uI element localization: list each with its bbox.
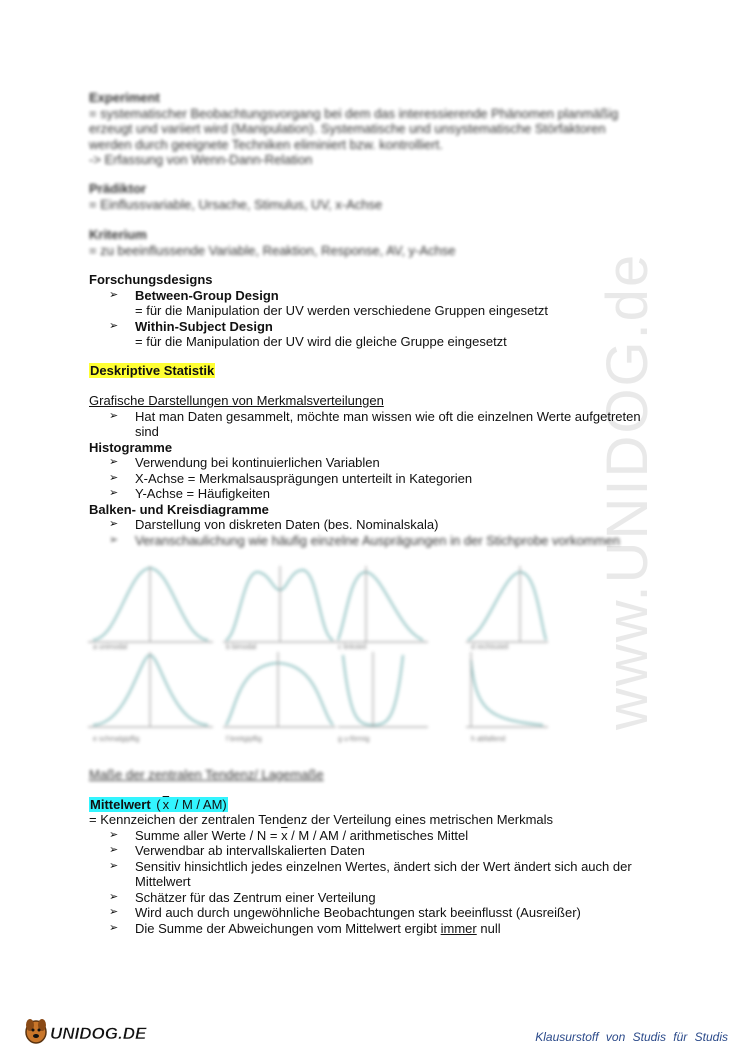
footer-tagline: Klausurstoff von Studis für Studis bbox=[535, 1030, 728, 1044]
arrow-bullet-icon: ➢ bbox=[109, 828, 119, 841]
list-item bbox=[89, 859, 709, 875]
shape-label: c linksteil bbox=[338, 644, 367, 651]
underlined-word: immer bbox=[440, 920, 477, 936]
logo-text: UNIDOG.DE bbox=[50, 1024, 147, 1043]
praediktor-title: Prädiktor bbox=[89, 181, 147, 196]
list-item bbox=[89, 455, 669, 471]
list-item bbox=[89, 409, 669, 425]
shape-label: g u-förmig bbox=[338, 736, 370, 743]
list-item bbox=[89, 486, 669, 502]
design-label: Within-Subject Design bbox=[135, 318, 273, 334]
list-item bbox=[89, 890, 709, 906]
mittelwert-definition: = Kennzeichen der zentralen Tendenz der Verteilung eines metrischen Merkmals bbox=[89, 812, 554, 827]
arrow-bullet-icon: ➢ bbox=[109, 319, 119, 332]
kriterium-text: = zu beeinflussende Variable, Reaktion, Response, AV, y-Achse bbox=[89, 242, 456, 258]
shape-label: f breitgipflig bbox=[226, 736, 262, 743]
experiment-line: -> Erfassung von Wenn-Dann-Relation bbox=[89, 152, 313, 167]
arrow-bullet-icon: ➢ bbox=[109, 471, 119, 484]
deskriptive-heading bbox=[89, 363, 669, 379]
shape-label: e schmalgipflig bbox=[93, 736, 140, 743]
mittelwert-xbar: $\overline{x}$ bbox=[162, 797, 170, 812]
dog-logo-icon bbox=[22, 1012, 152, 1048]
shape-label: h abfallend bbox=[471, 736, 506, 743]
abfallend-curve bbox=[471, 660, 543, 725]
rechtssteil-curve bbox=[468, 572, 546, 640]
list-text: Summe aller Werte / N = bbox=[135, 827, 282, 843]
experiment-line: werden durch geeignete Techniken eliminiert bzw. kontrolliert. bbox=[89, 136, 443, 152]
list-text: Die Summe der Abweichungen vom Mittelwert ergibt bbox=[135, 920, 441, 936]
arrow-bullet-icon: ➢ bbox=[109, 487, 119, 499]
list-text-continued: sind bbox=[135, 424, 159, 439]
list-item bbox=[89, 471, 669, 487]
balken-title: Balken- und Kreisdiagramme bbox=[89, 501, 269, 517]
shape-label: d rechtssteil bbox=[471, 644, 509, 651]
list-text: X-Achse = Merkmalsausprägungen unterteilt in Kategorien bbox=[135, 470, 473, 486]
list-text: Y-Achse = Häufigkeiten bbox=[135, 486, 271, 501]
arrow-bullet-icon: ➢ bbox=[109, 921, 119, 934]
list-text: null bbox=[476, 920, 501, 936]
experiment-line: = systematischer Beobachtungsvorgang bei dem das interessierende Phänomen planmäßig bbox=[89, 105, 619, 121]
design-text: = für die Manipulation der UV werden verschiedene Gruppen eingesetzt bbox=[135, 303, 548, 318]
arrow-bullet-icon: ➢ bbox=[109, 844, 119, 856]
list-text: Darstellung von diskreten Daten (bes. Nominalskala) bbox=[135, 517, 439, 532]
design-text: = für die Manipulation der UV wird die gleiche Gruppe eingesetzt bbox=[135, 334, 507, 349]
list-item bbox=[89, 288, 669, 304]
mittelwert-heading bbox=[89, 797, 689, 813]
watermark: www.UNIDOG.de bbox=[595, 252, 660, 730]
xbar-symbol: $\overline{x}$ bbox=[281, 827, 288, 843]
forschungsdesigns-title: Forschungsdesigns bbox=[89, 272, 213, 287]
histogramme-title: Histogramme bbox=[89, 439, 173, 455]
arrow-bullet-icon: ➢ bbox=[109, 890, 119, 903]
deskriptive-title: Deskriptive Statistik bbox=[90, 363, 215, 378]
experiment-section bbox=[89, 90, 669, 168]
list-text-continued: Mittelwert bbox=[135, 874, 191, 889]
forschungsdesigns-section bbox=[89, 272, 669, 350]
list-item bbox=[89, 843, 709, 859]
list-item bbox=[89, 319, 669, 335]
list-text: Verwendbar ab intervallskalierten Daten bbox=[135, 843, 365, 858]
unidog-logo[interactable] bbox=[22, 1012, 152, 1052]
experiment-title: Experiment bbox=[89, 90, 160, 105]
arrow-bullet-icon: ➢ bbox=[109, 456, 119, 468]
mittelwert-open: ( bbox=[152, 797, 161, 812]
list-text: Hat man Daten gesammelt, möchte man wissen wie oft die einzelnen Werte aufgetreten bbox=[135, 408, 641, 424]
kriterium-section bbox=[89, 227, 669, 258]
shape-label: a unimodal bbox=[93, 644, 128, 651]
list-item bbox=[89, 517, 669, 533]
linksteil-curve bbox=[338, 572, 423, 640]
mittelwert-section bbox=[89, 797, 689, 813]
praediktor-section bbox=[89, 181, 669, 212]
list-item bbox=[89, 828, 709, 844]
kriterium-title: Kriterium bbox=[89, 227, 147, 242]
experiment-line: erzeugt und variiert wird (Manipulation). Systematische und unsystematische Störfaktoren bbox=[89, 121, 606, 136]
arrow-bullet-icon: ➢ bbox=[109, 859, 119, 872]
list-text: Schätzer für das Zentrum einer Verteilung bbox=[135, 889, 376, 905]
list-text: Veranschaulichung wie häufig einzelne Ausprägungen in der Stichprobe vorkommen bbox=[135, 532, 620, 548]
distribution-shapes-figure bbox=[88, 560, 548, 750]
masse-section bbox=[89, 767, 669, 783]
mittelwert-title: Mittelwert bbox=[90, 797, 151, 812]
list-text: Wird auch durch ungewöhnliche Beobachtungen stark beeinflusst (Ausreißer) bbox=[135, 905, 581, 920]
shape-label: b bimodal bbox=[226, 644, 257, 651]
grafische-title: Grafische Darstellungen von Merkmalsverteilungen bbox=[89, 393, 384, 408]
arrow-bullet-icon: ➢ bbox=[109, 906, 119, 918]
list-item bbox=[89, 905, 709, 921]
list-text: Sensitiv hinsichtlich jedes einzelnen Wertes, ändert sich der Wert ändert sich auch der bbox=[135, 858, 632, 874]
arrow-bullet-icon: ➢ bbox=[109, 533, 119, 546]
list-item bbox=[89, 533, 669, 549]
arrow-bullet-icon: ➢ bbox=[109, 288, 119, 301]
list-text: Verwendung bei kontinuierlichen Variablen bbox=[135, 455, 380, 470]
arrow-bullet-icon: ➢ bbox=[109, 518, 119, 530]
design-label: Between-Group Design bbox=[135, 287, 279, 303]
breitgipflig-curve bbox=[226, 663, 333, 725]
arrow-bullet-icon: ➢ bbox=[109, 409, 119, 422]
list-text: / M / AM / arithmetisches Mittel bbox=[287, 827, 469, 843]
mittelwert-body bbox=[89, 812, 709, 936]
mittelwert-symbols: / M / AM) bbox=[171, 797, 227, 812]
masse-title: Maße der zentralen Tendenz/ Lagemaße bbox=[89, 767, 324, 782]
grafische-section bbox=[89, 393, 669, 548]
list-item bbox=[89, 921, 709, 937]
praediktor-text: = Einflussvariable, Ursache, Stimulus, UV, x-Achse bbox=[89, 196, 383, 212]
